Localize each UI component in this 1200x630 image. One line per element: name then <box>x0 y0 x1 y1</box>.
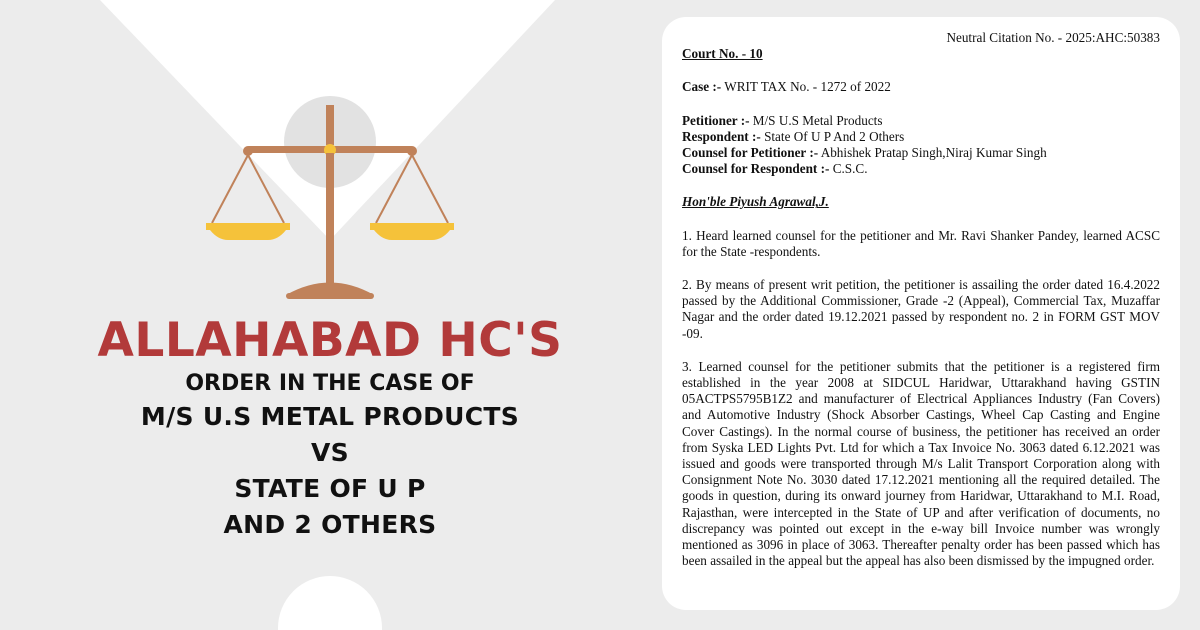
case-label: Case :- <box>682 79 722 95</box>
petitioner-line <box>682 113 1160 129</box>
headline-line-2: M/S U.S METAL PRODUCTS <box>140 402 520 431</box>
counsel-respondent-line <box>682 161 1160 177</box>
headline-line-3: VS <box>311 438 349 467</box>
respondent-line <box>682 129 1160 145</box>
headline <box>0 313 660 543</box>
headline-line-4: STATE OF U P <box>234 474 426 503</box>
counsel-respondent-value: C.S.C. <box>829 161 868 177</box>
headline-line-1: ORDER IN THE CASE OF <box>185 371 475 396</box>
respondent-label: Respondent :- <box>682 128 761 144</box>
petitioner-value: M/S U.S Metal Products <box>749 112 883 128</box>
case-line <box>682 79 1160 95</box>
case-value: WRIT TAX No. - 1272 of 2022 <box>721 79 891 95</box>
neutral-citation: Neutral Citation No. - 2025:AHC:50383 <box>946 30 1160 45</box>
paragraph-3: 3. Learned counsel for the petitioner submits that the petitioner is a registered firm established in the year 2008 at SIDCUL Haridwar, Uttarakhand having GSTIN 05ACTPS5795B1Z2 and manufacturer of Electrical Appliances Industry (Fan Covers) and Automotive Industry (Shock Absorber Castings, Wheel Cap Casting and Engine Cover Castings). In the normal course of business, the petitioner has received an order from Syska LED Lights Pvt. Ltd for which a Tax Invoice No. 3063 dated 6.12.2021 was issued and goods were transported through M/s Lalit Transport Corporation along with Consignment Note No. 3030 dated 17.12.2021 mentioning all the required detailed. The goods in question, during its onward journey from Haridwar, Uttarakhand to M.I. Road, Rajasthan, were intercepted in the State of UP and after verification of documents, no discrepancy was pointed out except in the e-way bill Invoice number was wrongly mentioned as 3096 in place of 3063. Thereafter penalty order has been passed which has been assailed in the appeal but the appeal has also been dismissed by the impugned order. <box>682 358 1160 569</box>
paragraph-2: 2. By means of present writ petition, the petitioner is assailing the order dated 16.4.2022 passed by the Additional Commissioner, Grade -2 (Appeal), Commercial Tax, Muzaffar Nagar and the order dated 19.12.2021 passed by respondent no. 2 in FORM GST MOV -09. <box>682 277 1160 341</box>
court-number: Court No. - 10 <box>682 46 763 62</box>
court-order-card <box>662 17 1180 610</box>
counsel-petitioner-line <box>682 145 1160 161</box>
petitioner-label: Petitioner :- <box>682 112 750 128</box>
scales-of-justice-icon <box>190 95 470 305</box>
respondent-value: State Of U P And 2 Others <box>760 128 905 144</box>
judge-name: Hon'ble Piyush Agrawal,J. <box>682 194 829 210</box>
paragraph-1: 1. Heard learned counsel for the petitioner and Mr. Ravi Shanker Pandey, learned ACSC for the State -respondents. <box>682 227 1160 259</box>
counsel-petitioner-value: Abhishek Pratap Singh,Niraj Kumar Singh <box>818 145 1047 161</box>
headline-title: ALLAHABAD HC'S <box>97 313 563 368</box>
counsel-respondent-label: Counsel for Respondent :- <box>682 161 830 177</box>
headline-line-5: AND 2 OTHERS <box>223 510 437 539</box>
counsel-petitioner-label: Counsel for Petitioner :- <box>682 145 819 161</box>
